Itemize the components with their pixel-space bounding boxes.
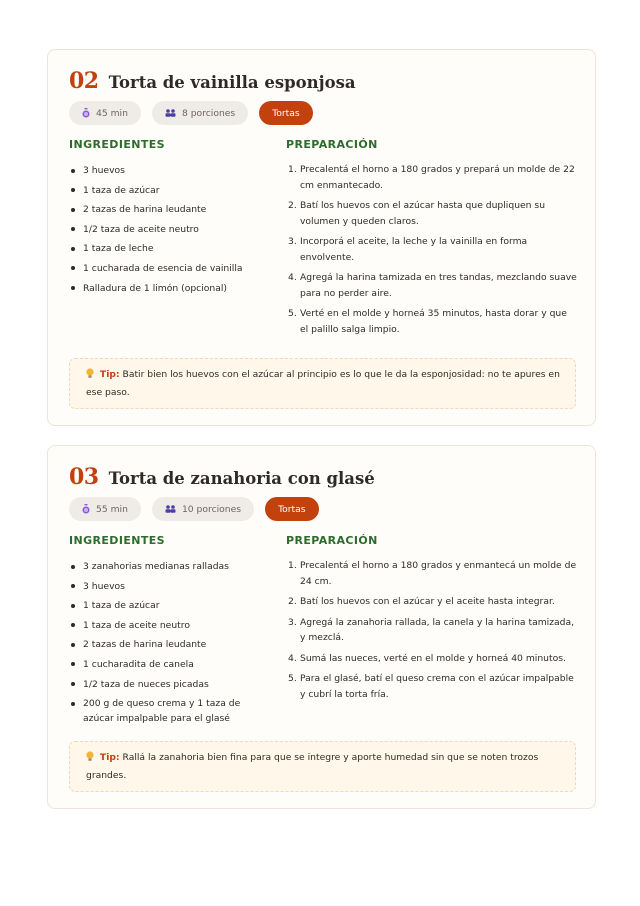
time-value: 45 min: [96, 107, 128, 119]
tip-text: Rallá la zanahoria bien fina para que se integre y aporte humedad sin que se noten trozos grandes.: [86, 752, 539, 781]
category-badge[interactable]: Tortas: [265, 497, 318, 521]
servings-value: 8 porciones: [181, 107, 236, 119]
lightbulb-icon: [86, 368, 94, 385]
step-item: 1. Precalentá el horno a 180 grados y prepará un molde de 22 cm enmantecado.: [288, 164, 575, 191]
tip-box: [69, 741, 576, 792]
ingredient-item: 1/2 taza de nueces picadas: [69, 677, 259, 692]
step-item: 5. Para el glasé, batí el queso crema con el azúcar impalpable y cubrí la torta fría.: [288, 673, 574, 700]
recipe-title: Torta de zanahoria con glasé: [108, 469, 375, 488]
ingredients-heading: INGREDIENTES: [69, 138, 165, 151]
ingredient-item: 1 cucharada de esencia de vainilla: [69, 261, 259, 276]
recipe-number: 02: [69, 68, 99, 94]
preparation-heading: PREPARACIÓN: [286, 138, 378, 151]
ingredient-item: 2 tazas de harina leudante: [69, 202, 259, 217]
preparation-steps: [286, 558, 578, 707]
time-chip: [69, 101, 141, 125]
ingredients-list: [69, 163, 259, 300]
people-icon: [165, 109, 176, 117]
ingredients-heading: INGREDIENTES: [69, 534, 165, 547]
ingredient-item: 1 taza de azúcar: [69, 183, 259, 198]
recipe-card: [47, 445, 596, 809]
ingredients-list: [69, 559, 259, 731]
servings-chip: [152, 101, 248, 125]
tip-label: Tip:: [99, 369, 120, 380]
ingredient-item: 1 taza de aceite neutro: [69, 618, 259, 633]
step-item: 1. Precalentá el horno a 180 grados y enmantecá un molde de 24 cm.: [288, 560, 577, 587]
step-item: 2. Batí los huevos con el azúcar y el aceite hasta integrar.: [288, 596, 555, 607]
tip-label: Tip:: [99, 752, 120, 763]
ingredient-item: 1/2 taza de aceite neutro: [69, 222, 259, 237]
servings-chip: [152, 497, 254, 521]
recipe-meta: [69, 497, 319, 521]
time-value: 55 min: [96, 503, 128, 515]
tip-box: [69, 358, 576, 409]
recipe-title: Torta de vainilla esponjosa: [108, 73, 356, 92]
people-icon: [165, 505, 176, 513]
ingredient-item: 2 tazas de harina leudante: [69, 637, 259, 652]
recipe-card: [47, 49, 596, 426]
ingredient-item: 1 taza de leche: [69, 241, 259, 256]
ingredient-item: 200 g de queso crema y 1 taza de azúcar impalpable para el glasé: [69, 696, 259, 726]
tip-text: Batir bien los huevos con el azúcar al principio es lo que le da la esponjosidad: no te apures en ese paso.: [86, 369, 560, 398]
recipe-header: [69, 68, 356, 94]
step-item: 5. Verté en el molde y horneá 35 minutos, hasta dorar y que el palillo salga limpio.: [288, 308, 567, 335]
time-chip: [69, 497, 141, 521]
timer-icon: [82, 504, 90, 514]
category-badge[interactable]: Tortas: [259, 101, 312, 125]
ingredient-item: 3 zanahorias medianas ralladas: [69, 559, 259, 574]
ingredient-item: 3 huevos: [69, 163, 259, 178]
recipe-number: 03: [69, 464, 99, 490]
step-item: 4. Sumá las nueces, verté en el molde y horneá 40 minutos.: [288, 652, 566, 664]
ingredient-item: 1 cucharadita de canela: [69, 657, 259, 672]
recipe-meta: [69, 101, 313, 125]
lightbulb-icon: [86, 751, 94, 768]
step-item: 4. Agregá la harina tamizada en tres tandas, mezclando suave para no perder aire.: [288, 272, 577, 299]
preparation-heading: PREPARACIÓN: [286, 534, 378, 547]
step-item: 3. Incorporá el aceite, la leche y la vainilla en forma envolvente.: [288, 236, 528, 263]
ingredient-item: 1 taza de azúcar: [69, 598, 259, 613]
step-item: 2. Batí los huevos con el azúcar hasta que dupliquen su volumen y queden claros.: [288, 200, 546, 227]
timer-icon: [82, 108, 90, 118]
servings-value: 10 porciones: [181, 503, 242, 515]
ingredient-item: Ralladura de 1 limón (opcional): [69, 281, 259, 296]
preparation-steps: [286, 162, 578, 342]
recipe-header: [69, 464, 375, 490]
ingredient-item: 3 huevos: [69, 579, 259, 594]
step-item: 3. Agregá la zanahoria rallada, la canela y la harina tamizada, y mezclá.: [288, 616, 575, 643]
